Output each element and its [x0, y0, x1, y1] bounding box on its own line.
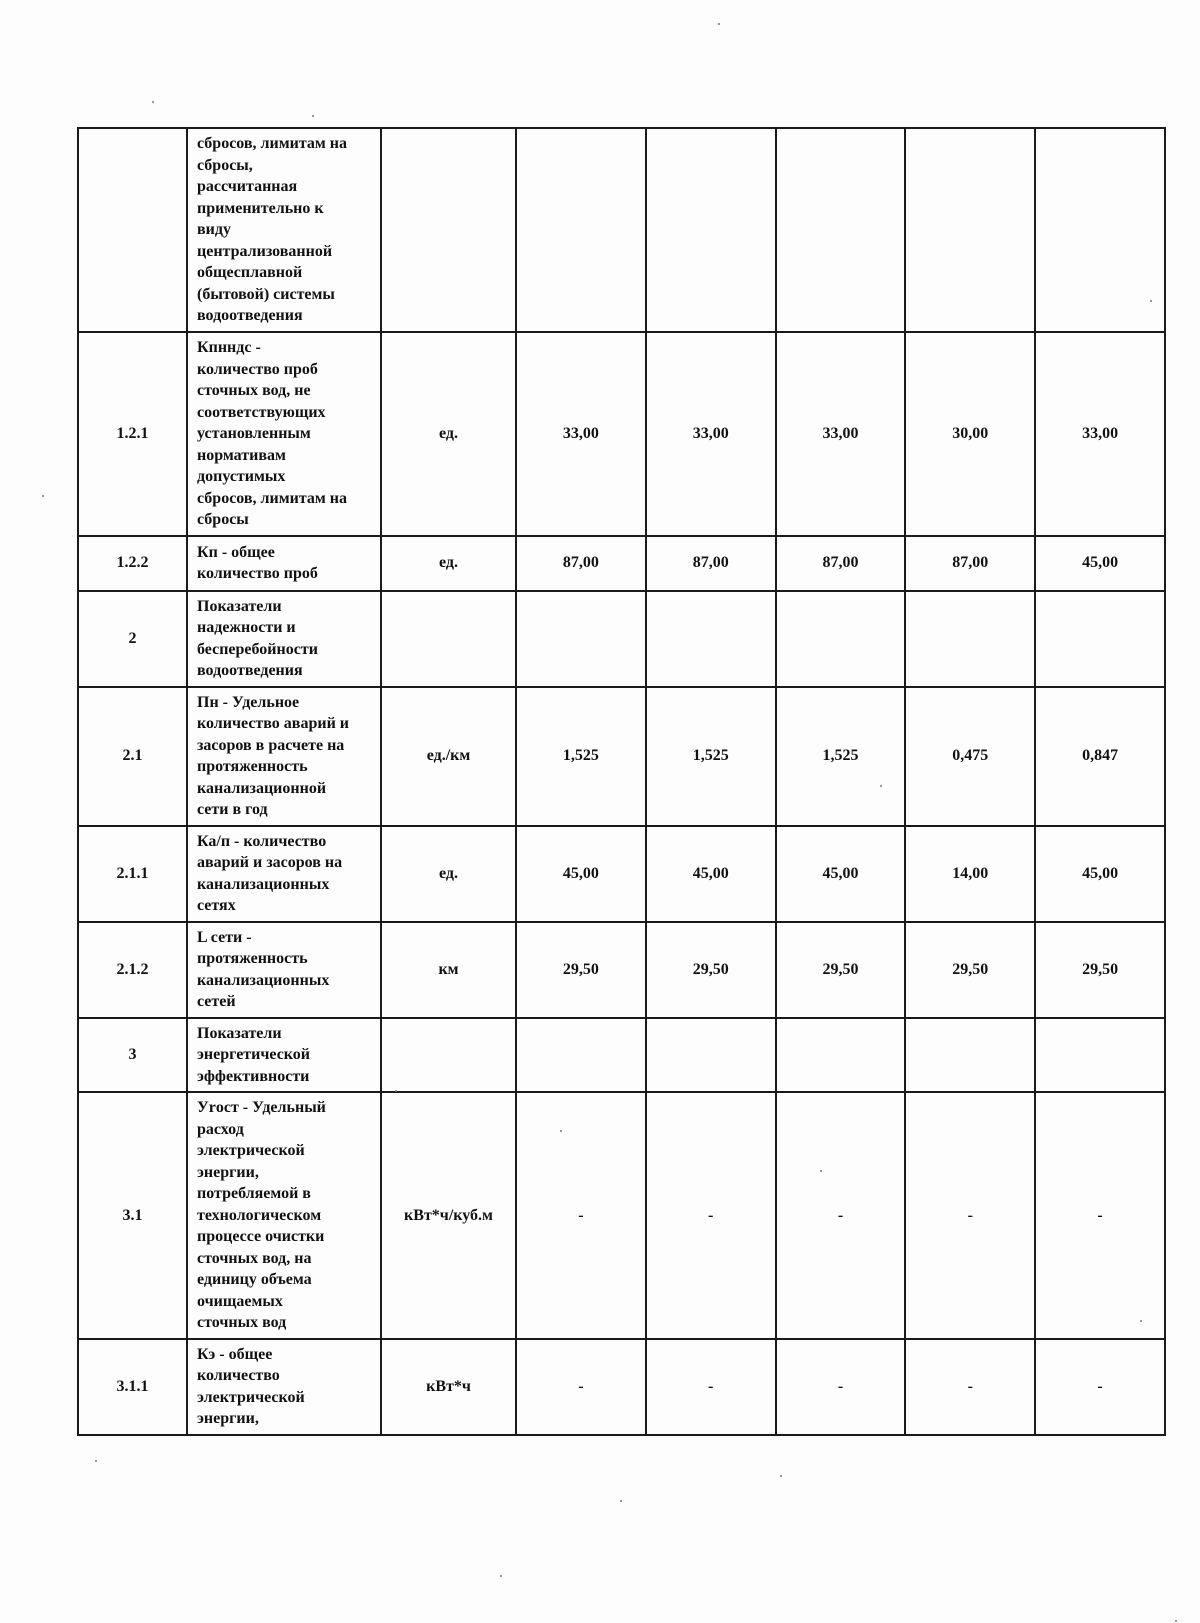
value-cell: 87,00 [646, 536, 776, 591]
value-cell: - [646, 1092, 776, 1339]
row-number-cell: 2 [78, 591, 187, 687]
value-cell: 0,475 [905, 687, 1035, 826]
indicator-name-cell: сбросов, лимитам на сбросы, рассчитанная применительно к виду централизованной общесплавной (бытовой) системы водоотведения [187, 128, 381, 332]
value-cell: 30,00 [905, 332, 1035, 536]
row-number-cell: 1.2.2 [78, 536, 187, 591]
scan-speck [560, 1130, 562, 1132]
scan-speck [312, 115, 314, 117]
value-cell: - [516, 1339, 646, 1435]
table-row [78, 128, 1165, 332]
value-cell: 45,00 [776, 826, 906, 922]
unit-cell: кВт*ч [381, 1339, 516, 1435]
value-cell: 29,50 [646, 922, 776, 1018]
table-row [78, 687, 1165, 826]
unit-cell [381, 128, 516, 332]
value-cell: 14,00 [905, 826, 1035, 922]
value-cell: - [646, 1339, 776, 1435]
unit-cell: ед. [381, 826, 516, 922]
row-number-cell: 2.1 [78, 687, 187, 826]
scan-speck [620, 1500, 622, 1502]
value-cell: - [516, 1092, 646, 1339]
value-cell: - [776, 1092, 906, 1339]
table-body [78, 128, 1165, 1435]
scan-speck [820, 1170, 822, 1172]
scan-speck [95, 1460, 97, 1462]
table-row [78, 1092, 1165, 1339]
row-number-cell: 3.1 [78, 1092, 187, 1339]
row-number-cell: 3.1.1 [78, 1339, 187, 1435]
scan-speck [152, 101, 154, 103]
indicator-name-cell: Показатели надежности и бесперебойности водоотведения [187, 591, 381, 687]
value-cell [1035, 1018, 1165, 1093]
indicator-name-cell: Пн - Удельное количество аварий и засоров в расчете на протяженность канализационной сети в год [187, 687, 381, 826]
value-cell: 45,00 [1035, 536, 1165, 591]
row-number-cell: 3 [78, 1018, 187, 1093]
value-cell: 33,00 [1035, 332, 1165, 536]
value-cell: 1,525 [776, 687, 906, 826]
value-cell: 29,50 [776, 922, 906, 1018]
unit-cell [381, 1018, 516, 1093]
scan-speck [500, 1575, 502, 1577]
value-cell [905, 128, 1035, 332]
scan-speck [780, 1475, 782, 1477]
value-cell [646, 128, 776, 332]
indicator-name-cell: Показатели энергетической эффективности [187, 1018, 381, 1093]
value-cell: 1,525 [516, 687, 646, 826]
value-cell: 87,00 [776, 536, 906, 591]
value-cell [776, 591, 906, 687]
scan-speck [1175, 1620, 1177, 1622]
value-cell: 33,00 [776, 332, 906, 536]
indicator-name-cell: Уrост - Удельный расход электрической энергии, потребляемой в технологическом процессе очистки сточных вод, на единицу объема очищаемых сточных вод [187, 1092, 381, 1339]
scan-speck [42, 495, 44, 497]
row-number-cell: 1.2.1 [78, 332, 187, 536]
value-cell [905, 591, 1035, 687]
unit-cell: кВт*ч/куб.м [381, 1092, 516, 1339]
scan-speck [1140, 1320, 1142, 1322]
value-cell: 0,847 [1035, 687, 1165, 826]
table-row [78, 591, 1165, 687]
table-row [78, 922, 1165, 1018]
row-number-cell: 2.1.1 [78, 826, 187, 922]
value-cell: 29,50 [905, 922, 1035, 1018]
unit-cell: км [381, 922, 516, 1018]
value-cell: 45,00 [646, 826, 776, 922]
unit-cell: ед. [381, 536, 516, 591]
value-cell [776, 1018, 906, 1093]
indicator-name-cell: Ка/п - количество аварий и засоров на канализационных сетях [187, 826, 381, 922]
value-cell [516, 591, 646, 687]
value-cell [776, 128, 906, 332]
scan-speck [880, 785, 882, 787]
value-cell [1035, 591, 1165, 687]
table-row [78, 1339, 1165, 1435]
table-row [78, 332, 1165, 536]
value-cell [1035, 128, 1165, 332]
value-cell [646, 1018, 776, 1093]
value-cell: 87,00 [516, 536, 646, 591]
value-cell: 87,00 [905, 536, 1035, 591]
indicators-table [77, 127, 1166, 1436]
unit-cell [381, 591, 516, 687]
value-cell: - [905, 1339, 1035, 1435]
table-row [78, 826, 1165, 922]
value-cell: 29,50 [1035, 922, 1165, 1018]
unit-cell: ед. [381, 332, 516, 536]
table-row [78, 536, 1165, 591]
value-cell: - [1035, 1339, 1165, 1435]
indicator-name-cell: L сети - протяженность канализационных сетей [187, 922, 381, 1018]
indicator-name-cell: Кп - общее количество проб [187, 536, 381, 591]
scan-speck [395, 1090, 397, 1092]
indicator-name-cell: Кэ - общее количество электрической энергии, [187, 1339, 381, 1435]
scan-speck [1150, 300, 1152, 302]
value-cell [646, 591, 776, 687]
value-cell: 29,50 [516, 922, 646, 1018]
value-cell: 45,00 [516, 826, 646, 922]
value-cell: 33,00 [516, 332, 646, 536]
value-cell [905, 1018, 1035, 1093]
value-cell: - [905, 1092, 1035, 1339]
value-cell: 1,525 [646, 687, 776, 826]
scan-speck [718, 23, 720, 25]
value-cell [516, 1018, 646, 1093]
value-cell [516, 128, 646, 332]
row-number-cell: 2.1.2 [78, 922, 187, 1018]
table-row [78, 1018, 1165, 1093]
value-cell: - [1035, 1092, 1165, 1339]
row-number-cell [78, 128, 187, 332]
indicator-name-cell: Кпнндс - количество проб сточных вод, не соответствующих установленным нормативам допустимых сбросов, лимитам на сбросы [187, 332, 381, 536]
unit-cell: ед./км [381, 687, 516, 826]
value-cell: 33,00 [646, 332, 776, 536]
value-cell: 45,00 [1035, 826, 1165, 922]
value-cell: - [776, 1339, 906, 1435]
